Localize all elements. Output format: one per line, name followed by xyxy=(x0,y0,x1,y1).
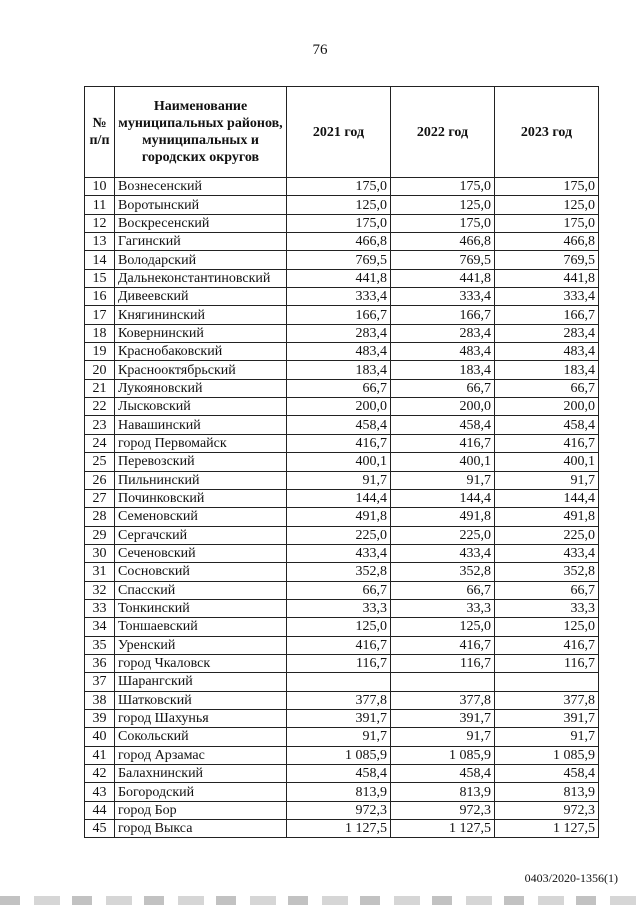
table-row xyxy=(85,691,599,709)
cell-2021: 466,8 xyxy=(287,233,391,251)
cell-2023: 491,8 xyxy=(495,508,599,526)
cell-name: Тонкинский xyxy=(115,599,287,617)
cell-2022: 116,7 xyxy=(391,654,495,672)
cell-2023: 1 127,5 xyxy=(495,820,599,838)
cell-2023: 377,8 xyxy=(495,691,599,709)
cell-num: 11 xyxy=(85,196,115,214)
cell-2022: 183,4 xyxy=(391,361,495,379)
table-row xyxy=(85,728,599,746)
cell-2021: 769,5 xyxy=(287,251,391,269)
cell-2023: 116,7 xyxy=(495,654,599,672)
cell-num: 17 xyxy=(85,306,115,324)
cell-num: 21 xyxy=(85,379,115,397)
cell-2021: 391,7 xyxy=(287,709,391,727)
cell-name: Княгининский xyxy=(115,306,287,324)
cell-num: 38 xyxy=(85,691,115,709)
cell-name: Семеновский xyxy=(115,508,287,526)
cell-2023: 416,7 xyxy=(495,434,599,452)
cell-2021: 175,0 xyxy=(287,178,391,196)
table-row xyxy=(85,178,599,196)
cell-num: 26 xyxy=(85,471,115,489)
cell-num: 30 xyxy=(85,544,115,562)
cell-2021: 400,1 xyxy=(287,453,391,471)
cell-2022: 66,7 xyxy=(391,379,495,397)
cell-2021: 91,7 xyxy=(287,471,391,489)
cell-2022: 1 127,5 xyxy=(391,820,495,838)
cell-2022: 175,0 xyxy=(391,178,495,196)
cell-2021: 352,8 xyxy=(287,563,391,581)
cell-2023: 441,8 xyxy=(495,269,599,287)
cell-2022: 333,4 xyxy=(391,288,495,306)
table-row xyxy=(85,783,599,801)
header-name: Наименование муниципальных районов, муниципальных и городских округов xyxy=(115,87,287,178)
cell-2021: 1 085,9 xyxy=(287,746,391,764)
table-row xyxy=(85,746,599,764)
cell-2021: 972,3 xyxy=(287,801,391,819)
table-header-row xyxy=(85,87,599,178)
header-2021: 2021 год xyxy=(287,87,391,178)
cell-num: 15 xyxy=(85,269,115,287)
cell-2023: 458,4 xyxy=(495,416,599,434)
table-row xyxy=(85,398,599,416)
cell-name: Сергачский xyxy=(115,526,287,544)
table-row xyxy=(85,820,599,838)
cell-2021: 483,4 xyxy=(287,343,391,361)
cell-2021: 283,4 xyxy=(287,324,391,342)
cell-2023: 200,0 xyxy=(495,398,599,416)
cell-num: 13 xyxy=(85,233,115,251)
cell-2021: 458,4 xyxy=(287,765,391,783)
cell-name: Воскресенский xyxy=(115,214,287,232)
cell-2021: 441,8 xyxy=(287,269,391,287)
table-row xyxy=(85,434,599,452)
cell-2021: 813,9 xyxy=(287,783,391,801)
cell-2022: 175,0 xyxy=(391,214,495,232)
cell-2022: 33,3 xyxy=(391,599,495,617)
cell-num: 19 xyxy=(85,343,115,361)
cell-name: город Выкса xyxy=(115,820,287,838)
cell-num: 25 xyxy=(85,453,115,471)
cell-2023: 175,0 xyxy=(495,178,599,196)
cell-num: 22 xyxy=(85,398,115,416)
cell-name: Гагинский xyxy=(115,233,287,251)
cell-num: 44 xyxy=(85,801,115,819)
cell-2021: 66,7 xyxy=(287,581,391,599)
cell-2023: 166,7 xyxy=(495,306,599,324)
cell-num: 34 xyxy=(85,618,115,636)
table-row xyxy=(85,379,599,397)
cell-name: Краснобаковский xyxy=(115,343,287,361)
cell-2023: 433,4 xyxy=(495,544,599,562)
cell-num: 14 xyxy=(85,251,115,269)
cell-num: 16 xyxy=(85,288,115,306)
table-row xyxy=(85,489,599,507)
cell-name: Богородский xyxy=(115,783,287,801)
cell-2021: 125,0 xyxy=(287,196,391,214)
cell-name: Починковский xyxy=(115,489,287,507)
cell-name: Лысковский xyxy=(115,398,287,416)
cell-2021: 116,7 xyxy=(287,654,391,672)
cell-name: Сеченовский xyxy=(115,544,287,562)
cell-2021: 433,4 xyxy=(287,544,391,562)
cell-name: город Арзамас xyxy=(115,746,287,764)
allocation-table xyxy=(84,86,599,838)
cell-2023: 333,4 xyxy=(495,288,599,306)
cell-2023: 66,7 xyxy=(495,379,599,397)
scan-bottom-edge xyxy=(0,896,640,905)
cell-2023: 125,0 xyxy=(495,618,599,636)
cell-name: Шатковский xyxy=(115,691,287,709)
cell-num: 33 xyxy=(85,599,115,617)
cell-name: Воротынский xyxy=(115,196,287,214)
cell-2021: 125,0 xyxy=(287,618,391,636)
cell-num: 23 xyxy=(85,416,115,434)
cell-2023: 483,4 xyxy=(495,343,599,361)
table-row xyxy=(85,251,599,269)
cell-name: Перевозский xyxy=(115,453,287,471)
cell-2023: 391,7 xyxy=(495,709,599,727)
table-row xyxy=(85,324,599,342)
cell-num: 39 xyxy=(85,709,115,727)
cell-num: 37 xyxy=(85,673,115,691)
cell-num: 32 xyxy=(85,581,115,599)
cell-name: Сосновский xyxy=(115,563,287,581)
cell-2022: 972,3 xyxy=(391,801,495,819)
cell-2023: 183,4 xyxy=(495,361,599,379)
table-row xyxy=(85,471,599,489)
cell-2023: 400,1 xyxy=(495,453,599,471)
cell-num: 43 xyxy=(85,783,115,801)
cell-2021: 416,7 xyxy=(287,636,391,654)
cell-2021: 144,4 xyxy=(287,489,391,507)
table-row xyxy=(85,654,599,672)
header-2023: 2023 год xyxy=(495,87,599,178)
cell-2022: 769,5 xyxy=(391,251,495,269)
cell-2021: 416,7 xyxy=(287,434,391,452)
cell-name: Уренский xyxy=(115,636,287,654)
cell-2021: 491,8 xyxy=(287,508,391,526)
cell-2023: 283,4 xyxy=(495,324,599,342)
cell-2023: 91,7 xyxy=(495,728,599,746)
table-row xyxy=(85,636,599,654)
cell-2022 xyxy=(391,673,495,691)
cell-2023: 33,3 xyxy=(495,599,599,617)
table-row xyxy=(85,453,599,471)
table-row xyxy=(85,288,599,306)
cell-num: 31 xyxy=(85,563,115,581)
cell-num: 41 xyxy=(85,746,115,764)
cell-2023: 91,7 xyxy=(495,471,599,489)
cell-name: Балахнинский xyxy=(115,765,287,783)
cell-2021: 200,0 xyxy=(287,398,391,416)
cell-2022: 91,7 xyxy=(391,728,495,746)
cell-2021: 225,0 xyxy=(287,526,391,544)
cell-2021: 91,7 xyxy=(287,728,391,746)
cell-2023: 1 085,9 xyxy=(495,746,599,764)
cell-2022: 813,9 xyxy=(391,783,495,801)
cell-2021: 166,7 xyxy=(287,306,391,324)
cell-2023: 458,4 xyxy=(495,765,599,783)
cell-2023: 125,0 xyxy=(495,196,599,214)
cell-num: 27 xyxy=(85,489,115,507)
table-row xyxy=(85,765,599,783)
cell-num: 40 xyxy=(85,728,115,746)
cell-name: город Чкаловск xyxy=(115,654,287,672)
cell-2021 xyxy=(287,673,391,691)
cell-num: 35 xyxy=(85,636,115,654)
cell-2021: 377,8 xyxy=(287,691,391,709)
cell-name: Дивеевский xyxy=(115,288,287,306)
cell-name: Навашинский xyxy=(115,416,287,434)
cell-2022: 400,1 xyxy=(391,453,495,471)
cell-2022: 200,0 xyxy=(391,398,495,416)
cell-name: Пильнинский xyxy=(115,471,287,489)
cell-2022: 125,0 xyxy=(391,196,495,214)
cell-name: Сокольский xyxy=(115,728,287,746)
cell-2022: 166,7 xyxy=(391,306,495,324)
cell-2023: 466,8 xyxy=(495,233,599,251)
cell-2022: 491,8 xyxy=(391,508,495,526)
cell-num: 18 xyxy=(85,324,115,342)
header-2022: 2022 год xyxy=(391,87,495,178)
cell-name: город Шахунья xyxy=(115,709,287,727)
table-row xyxy=(85,416,599,434)
page-number: 76 xyxy=(312,42,328,58)
cell-num: 36 xyxy=(85,654,115,672)
cell-2021: 33,3 xyxy=(287,599,391,617)
table-row xyxy=(85,306,599,324)
table-row xyxy=(85,361,599,379)
cell-num: 28 xyxy=(85,508,115,526)
cell-2022: 1 085,9 xyxy=(391,746,495,764)
cell-2021: 66,7 xyxy=(287,379,391,397)
cell-2022: 416,7 xyxy=(391,636,495,654)
cell-2022: 66,7 xyxy=(391,581,495,599)
table-row xyxy=(85,801,599,819)
cell-num: 10 xyxy=(85,178,115,196)
cell-2022: 225,0 xyxy=(391,526,495,544)
cell-2023: 66,7 xyxy=(495,581,599,599)
table-row xyxy=(85,269,599,287)
table-row xyxy=(85,343,599,361)
cell-2023: 144,4 xyxy=(495,489,599,507)
cell-2022: 458,4 xyxy=(391,765,495,783)
table-row xyxy=(85,196,599,214)
table-row xyxy=(85,673,599,691)
cell-name: Ковернинский xyxy=(115,324,287,342)
cell-2023: 416,7 xyxy=(495,636,599,654)
cell-2022: 441,8 xyxy=(391,269,495,287)
cell-2022: 391,7 xyxy=(391,709,495,727)
cell-2022: 283,4 xyxy=(391,324,495,342)
cell-2023: 972,3 xyxy=(495,801,599,819)
table-row xyxy=(85,544,599,562)
cell-2021: 458,4 xyxy=(287,416,391,434)
cell-name: Шарангский xyxy=(115,673,287,691)
cell-name: Лукояновский xyxy=(115,379,287,397)
cell-2022: 433,4 xyxy=(391,544,495,562)
cell-2022: 125,0 xyxy=(391,618,495,636)
cell-num: 20 xyxy=(85,361,115,379)
cell-2022: 377,8 xyxy=(391,691,495,709)
cell-2023: 813,9 xyxy=(495,783,599,801)
cell-name: город Бор xyxy=(115,801,287,819)
cell-2022: 416,7 xyxy=(391,434,495,452)
cell-2022: 91,7 xyxy=(391,471,495,489)
cell-name: Дальнеконстантиновский xyxy=(115,269,287,287)
cell-2021: 183,4 xyxy=(287,361,391,379)
cell-2021: 1 127,5 xyxy=(287,820,391,838)
cell-num: 24 xyxy=(85,434,115,452)
table-row xyxy=(85,709,599,727)
cell-num: 45 xyxy=(85,820,115,838)
cell-2023: 769,5 xyxy=(495,251,599,269)
cell-2022: 483,4 xyxy=(391,343,495,361)
cell-name: Тоншаевский xyxy=(115,618,287,636)
cell-num: 12 xyxy=(85,214,115,232)
cell-2023: 352,8 xyxy=(495,563,599,581)
cell-name: Краснооктябрьский xyxy=(115,361,287,379)
cell-2022: 144,4 xyxy=(391,489,495,507)
cell-name: Вознесенский xyxy=(115,178,287,196)
cell-2022: 466,8 xyxy=(391,233,495,251)
table-row xyxy=(85,599,599,617)
cell-num: 42 xyxy=(85,765,115,783)
table-row xyxy=(85,214,599,232)
cell-2023: 175,0 xyxy=(495,214,599,232)
cell-name: Спасский xyxy=(115,581,287,599)
table-row xyxy=(85,526,599,544)
cell-2023 xyxy=(495,673,599,691)
cell-num: 29 xyxy=(85,526,115,544)
cell-2021: 175,0 xyxy=(287,214,391,232)
table-row xyxy=(85,563,599,581)
cell-2022: 352,8 xyxy=(391,563,495,581)
cell-name: Володарский xyxy=(115,251,287,269)
table-row xyxy=(85,581,599,599)
document-code: 0403/2020-1356(1) xyxy=(524,871,618,885)
cell-2022: 458,4 xyxy=(391,416,495,434)
cell-name: город Первомайск xyxy=(115,434,287,452)
header-num: № п/п xyxy=(85,87,115,178)
table-row xyxy=(85,233,599,251)
cell-2021: 333,4 xyxy=(287,288,391,306)
table-row xyxy=(85,508,599,526)
table-row xyxy=(85,618,599,636)
cell-2023: 225,0 xyxy=(495,526,599,544)
